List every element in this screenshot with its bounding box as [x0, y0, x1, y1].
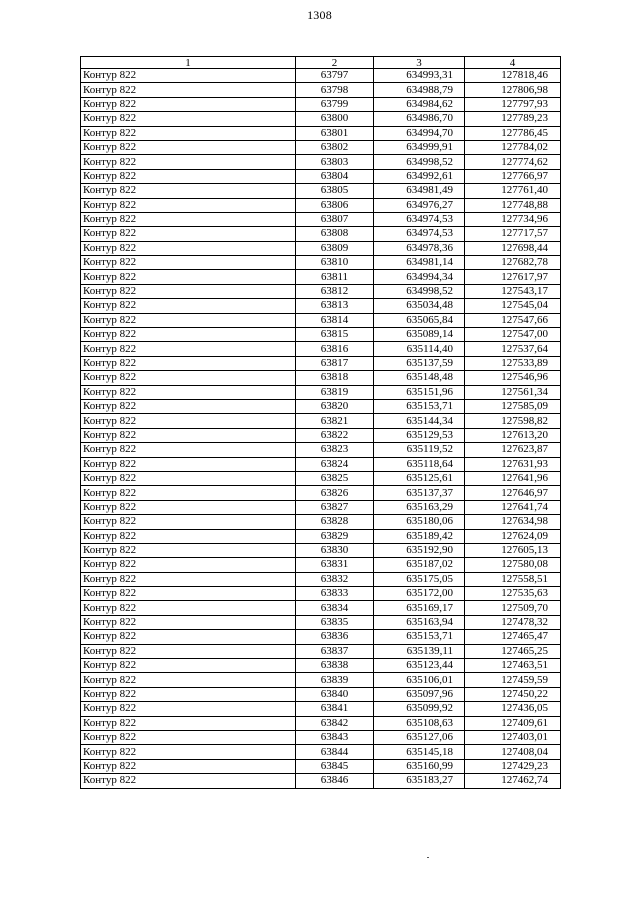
point-number-cell: 63806: [296, 198, 374, 212]
x-coordinate-cell: 635145,18: [374, 745, 465, 759]
y-coordinate-cell: 127748,88: [465, 198, 561, 212]
y-coordinate-cell: 127450,22: [465, 687, 561, 701]
x-coordinate-cell: 634984,62: [374, 97, 465, 111]
contour-name-cell: Контур 822: [81, 601, 296, 615]
table-row: [81, 140, 561, 154]
contour-name-cell: Контур 822: [81, 745, 296, 759]
point-number-cell: 63832: [296, 572, 374, 586]
table-row: [81, 443, 561, 457]
table-row: [81, 486, 561, 500]
x-coordinate-cell: 635065,84: [374, 313, 465, 327]
table-row: [81, 601, 561, 615]
y-coordinate-cell: 127547,66: [465, 313, 561, 327]
contour-name-cell: Контур 822: [81, 169, 296, 183]
contour-name-cell: Контур 822: [81, 500, 296, 514]
contour-name-cell: Контур 822: [81, 443, 296, 457]
x-coordinate-cell: 635129,53: [374, 428, 465, 442]
x-coordinate-cell: 635139,11: [374, 644, 465, 658]
point-number-cell: 63830: [296, 543, 374, 557]
point-number-cell: 63798: [296, 83, 374, 97]
contour-name-cell: Контур 822: [81, 457, 296, 471]
x-coordinate-cell: 634976,27: [374, 198, 465, 212]
contour-name-cell: Контур 822: [81, 313, 296, 327]
y-coordinate-cell: 127509,70: [465, 601, 561, 615]
x-coordinate-cell: 635151,96: [374, 385, 465, 399]
table-row: [81, 284, 561, 298]
x-coordinate-cell: 634986,70: [374, 112, 465, 126]
y-coordinate-cell: 127761,40: [465, 184, 561, 198]
y-coordinate-cell: 127547,00: [465, 328, 561, 342]
y-coordinate-cell: 127409,61: [465, 716, 561, 730]
y-coordinate-cell: 127605,13: [465, 543, 561, 557]
point-number-cell: 63812: [296, 284, 374, 298]
point-number-cell: 63826: [296, 486, 374, 500]
x-coordinate-cell: 635106,01: [374, 673, 465, 687]
table-row: [81, 399, 561, 413]
table-row: [81, 543, 561, 557]
x-coordinate-cell: 635108,63: [374, 716, 465, 730]
table-row: [81, 356, 561, 370]
point-number-cell: 63807: [296, 212, 374, 226]
x-coordinate-cell: 635160,99: [374, 759, 465, 773]
x-coordinate-cell: 634994,70: [374, 126, 465, 140]
y-coordinate-cell: 127613,20: [465, 428, 561, 442]
column-header-3: 3: [374, 57, 465, 69]
table-row: [81, 69, 561, 83]
contour-name-cell: Контур 822: [81, 227, 296, 241]
x-coordinate-cell: 635163,29: [374, 500, 465, 514]
table-row: [81, 112, 561, 126]
table-row: [81, 630, 561, 644]
y-coordinate-cell: 127537,64: [465, 342, 561, 356]
table-row: [81, 759, 561, 773]
contour-name-cell: Контур 822: [81, 673, 296, 687]
y-coordinate-cell: 127545,04: [465, 299, 561, 313]
x-coordinate-cell: 634994,34: [374, 270, 465, 284]
x-coordinate-cell: 635137,59: [374, 356, 465, 370]
table-row: [81, 328, 561, 342]
contour-name-cell: Контур 822: [81, 659, 296, 673]
point-number-cell: 63833: [296, 587, 374, 601]
contour-name-cell: Контур 822: [81, 730, 296, 744]
contour-name-cell: Контур 822: [81, 529, 296, 543]
x-coordinate-cell: 635114,40: [374, 342, 465, 356]
y-coordinate-cell: 127734,96: [465, 212, 561, 226]
contour-name-cell: Контур 822: [81, 486, 296, 500]
y-coordinate-cell: 127784,02: [465, 140, 561, 154]
y-coordinate-cell: 127789,23: [465, 112, 561, 126]
x-coordinate-cell: 635192,90: [374, 543, 465, 557]
scan-speck: [427, 857, 429, 858]
point-number-cell: 63811: [296, 270, 374, 284]
y-coordinate-cell: 127623,87: [465, 443, 561, 457]
table-row: [81, 385, 561, 399]
contour-name-cell: Контур 822: [81, 155, 296, 169]
point-number-cell: 63804: [296, 169, 374, 183]
contour-name-cell: Контур 822: [81, 112, 296, 126]
x-coordinate-cell: 635089,14: [374, 328, 465, 342]
x-coordinate-cell: 635099,92: [374, 702, 465, 716]
table-row: [81, 428, 561, 442]
point-number-cell: 63829: [296, 529, 374, 543]
contour-name-cell: Контур 822: [81, 471, 296, 485]
contour-name-cell: Контур 822: [81, 184, 296, 198]
contour-name-cell: Контур 822: [81, 140, 296, 154]
y-coordinate-cell: 127698,44: [465, 241, 561, 255]
table-row: [81, 414, 561, 428]
table-row: [81, 256, 561, 270]
contour-name-cell: Контур 822: [81, 644, 296, 658]
table-row: [81, 529, 561, 543]
contour-name-cell: Контур 822: [81, 399, 296, 413]
contour-name-cell: Контур 822: [81, 702, 296, 716]
point-number-cell: 63799: [296, 97, 374, 111]
x-coordinate-cell: 634978,36: [374, 241, 465, 255]
table-row: [81, 313, 561, 327]
table-row: [81, 673, 561, 687]
point-number-cell: 63813: [296, 299, 374, 313]
point-number-cell: 63839: [296, 673, 374, 687]
point-number-cell: 63844: [296, 745, 374, 759]
table-header-row: [81, 57, 561, 69]
point-number-cell: 63840: [296, 687, 374, 701]
point-number-cell: 63836: [296, 630, 374, 644]
y-coordinate-cell: 127598,82: [465, 414, 561, 428]
x-coordinate-cell: 635123,44: [374, 659, 465, 673]
y-coordinate-cell: 127818,46: [465, 69, 561, 83]
table-row: [81, 572, 561, 586]
point-number-cell: 63822: [296, 428, 374, 442]
contour-name-cell: Контур 822: [81, 126, 296, 140]
contour-name-cell: Контур 822: [81, 716, 296, 730]
x-coordinate-cell: 634992,61: [374, 169, 465, 183]
point-number-cell: 63797: [296, 69, 374, 83]
x-coordinate-cell: 635175,05: [374, 572, 465, 586]
point-number-cell: 63818: [296, 371, 374, 385]
contour-name-cell: Контур 822: [81, 572, 296, 586]
x-coordinate-cell: 635137,37: [374, 486, 465, 500]
point-number-cell: 63820: [296, 399, 374, 413]
contour-name-cell: Контур 822: [81, 256, 296, 270]
point-number-cell: 63816: [296, 342, 374, 356]
x-coordinate-cell: 635172,00: [374, 587, 465, 601]
y-coordinate-cell: 127766,97: [465, 169, 561, 183]
point-number-cell: 63805: [296, 184, 374, 198]
point-number-cell: 63841: [296, 702, 374, 716]
table-row: [81, 500, 561, 514]
contour-name-cell: Контур 822: [81, 198, 296, 212]
point-number-cell: 63815: [296, 328, 374, 342]
table-row: [81, 83, 561, 97]
y-coordinate-cell: 127634,98: [465, 515, 561, 529]
y-coordinate-cell: 127631,93: [465, 457, 561, 471]
x-coordinate-cell: 634981,14: [374, 256, 465, 270]
contour-name-cell: Контур 822: [81, 284, 296, 298]
point-number-cell: 63831: [296, 558, 374, 572]
x-coordinate-cell: 635144,34: [374, 414, 465, 428]
contour-name-cell: Контур 822: [81, 385, 296, 399]
contour-name-cell: Контур 822: [81, 774, 296, 788]
table-row: [81, 155, 561, 169]
y-coordinate-cell: 127429,23: [465, 759, 561, 773]
contour-name-cell: Контур 822: [81, 615, 296, 629]
contour-name-cell: Контур 822: [81, 630, 296, 644]
contour-name-cell: Контур 822: [81, 97, 296, 111]
column-header-1: 1: [81, 57, 296, 69]
x-coordinate-cell: 634981,49: [374, 184, 465, 198]
point-number-cell: 63802: [296, 140, 374, 154]
column-header-2: 2: [296, 57, 374, 69]
x-coordinate-cell: 634998,52: [374, 155, 465, 169]
table-row: [81, 659, 561, 673]
table-row: [81, 457, 561, 471]
point-number-cell: 63821: [296, 414, 374, 428]
x-coordinate-cell: 635153,71: [374, 630, 465, 644]
table-row: [81, 299, 561, 313]
point-number-cell: 63842: [296, 716, 374, 730]
contour-name-cell: Контур 822: [81, 558, 296, 572]
y-coordinate-cell: 127717,57: [465, 227, 561, 241]
y-coordinate-cell: 127408,04: [465, 745, 561, 759]
point-number-cell: 63838: [296, 659, 374, 673]
y-coordinate-cell: 127462,74: [465, 774, 561, 788]
contour-name-cell: Контур 822: [81, 543, 296, 557]
point-number-cell: 63800: [296, 112, 374, 126]
table-row: [81, 687, 561, 701]
coordinates-table: [80, 56, 561, 789]
y-coordinate-cell: 127617,97: [465, 270, 561, 284]
y-coordinate-cell: 127535,63: [465, 587, 561, 601]
y-coordinate-cell: 127641,96: [465, 471, 561, 485]
x-coordinate-cell: 635097,96: [374, 687, 465, 701]
point-number-cell: 63835: [296, 615, 374, 629]
table-row: [81, 716, 561, 730]
x-coordinate-cell: 635180,06: [374, 515, 465, 529]
table-row: [81, 471, 561, 485]
x-coordinate-cell: 635187,02: [374, 558, 465, 572]
contour-name-cell: Контур 822: [81, 69, 296, 83]
x-coordinate-cell: 634974,53: [374, 227, 465, 241]
y-coordinate-cell: 127797,93: [465, 97, 561, 111]
page-number: 1308: [307, 8, 332, 22]
contour-name-cell: Контур 822: [81, 356, 296, 370]
table-row: [81, 97, 561, 111]
contour-name-cell: Контур 822: [81, 428, 296, 442]
table-row: [81, 126, 561, 140]
x-coordinate-cell: 634974,53: [374, 212, 465, 226]
x-coordinate-cell: 635125,61: [374, 471, 465, 485]
point-number-cell: 63845: [296, 759, 374, 773]
x-coordinate-cell: 635183,27: [374, 774, 465, 788]
point-number-cell: 63843: [296, 730, 374, 744]
x-coordinate-cell: 634998,52: [374, 284, 465, 298]
x-coordinate-cell: 635148,48: [374, 371, 465, 385]
point-number-cell: 63810: [296, 256, 374, 270]
point-number-cell: 63817: [296, 356, 374, 370]
y-coordinate-cell: 127465,25: [465, 644, 561, 658]
x-coordinate-cell: 635153,71: [374, 399, 465, 413]
contour-name-cell: Контур 822: [81, 270, 296, 284]
point-number-cell: 63828: [296, 515, 374, 529]
table-row: [81, 270, 561, 284]
y-coordinate-cell: 127546,96: [465, 371, 561, 385]
y-coordinate-cell: 127774,62: [465, 155, 561, 169]
contour-name-cell: Контур 822: [81, 687, 296, 701]
contour-name-cell: Контур 822: [81, 328, 296, 342]
x-coordinate-cell: 635034,48: [374, 299, 465, 313]
point-number-cell: 63808: [296, 227, 374, 241]
table-row: [81, 587, 561, 601]
x-coordinate-cell: 635127,06: [374, 730, 465, 744]
point-number-cell: 63801: [296, 126, 374, 140]
table-row: [81, 371, 561, 385]
y-coordinate-cell: 127543,17: [465, 284, 561, 298]
y-coordinate-cell: 127786,45: [465, 126, 561, 140]
y-coordinate-cell: 127403,01: [465, 730, 561, 744]
x-coordinate-cell: 634993,31: [374, 69, 465, 83]
x-coordinate-cell: 635163,94: [374, 615, 465, 629]
contour-name-cell: Контур 822: [81, 414, 296, 428]
x-coordinate-cell: 635118,64: [374, 457, 465, 471]
point-number-cell: 63825: [296, 471, 374, 485]
column-header-4: 4: [465, 57, 561, 69]
contour-name-cell: Контур 822: [81, 587, 296, 601]
point-number-cell: 63819: [296, 385, 374, 399]
y-coordinate-cell: 127561,34: [465, 385, 561, 399]
coordinates-table-container: [80, 56, 561, 789]
contour-name-cell: Контур 822: [81, 212, 296, 226]
point-number-cell: 63824: [296, 457, 374, 471]
table-row: [81, 730, 561, 744]
table-row: [81, 615, 561, 629]
contour-name-cell: Контур 822: [81, 759, 296, 773]
point-number-cell: 63834: [296, 601, 374, 615]
point-number-cell: 63814: [296, 313, 374, 327]
point-number-cell: 63827: [296, 500, 374, 514]
point-number-cell: 63803: [296, 155, 374, 169]
contour-name-cell: Контур 822: [81, 342, 296, 356]
y-coordinate-cell: 127806,98: [465, 83, 561, 97]
y-coordinate-cell: 127436,05: [465, 702, 561, 716]
table-row: [81, 212, 561, 226]
contour-name-cell: Контур 822: [81, 299, 296, 313]
y-coordinate-cell: 127465,47: [465, 630, 561, 644]
x-coordinate-cell: 635169,17: [374, 601, 465, 615]
table-row: [81, 169, 561, 183]
y-coordinate-cell: 127463,51: [465, 659, 561, 673]
table-row: [81, 702, 561, 716]
table-row: [81, 342, 561, 356]
y-coordinate-cell: 127478,32: [465, 615, 561, 629]
y-coordinate-cell: 127459,59: [465, 673, 561, 687]
y-coordinate-cell: 127624,09: [465, 529, 561, 543]
x-coordinate-cell: 635189,42: [374, 529, 465, 543]
x-coordinate-cell: 634988,79: [374, 83, 465, 97]
point-number-cell: 63846: [296, 774, 374, 788]
x-coordinate-cell: 635119,52: [374, 443, 465, 457]
x-coordinate-cell: 634999,91: [374, 140, 465, 154]
table-row: [81, 184, 561, 198]
table-row: [81, 644, 561, 658]
contour-name-cell: Контур 822: [81, 515, 296, 529]
table-row: [81, 515, 561, 529]
point-number-cell: 63837: [296, 644, 374, 658]
y-coordinate-cell: 127533,89: [465, 356, 561, 370]
point-number-cell: 63823: [296, 443, 374, 457]
y-coordinate-cell: 127641,74: [465, 500, 561, 514]
table-row: [81, 198, 561, 212]
table-row: [81, 558, 561, 572]
y-coordinate-cell: 127646,97: [465, 486, 561, 500]
table-body: [81, 69, 561, 789]
table-row: [81, 774, 561, 788]
contour-name-cell: Контур 822: [81, 83, 296, 97]
y-coordinate-cell: 127585,09: [465, 399, 561, 413]
y-coordinate-cell: 127682,78: [465, 256, 561, 270]
contour-name-cell: Контур 822: [81, 241, 296, 255]
y-coordinate-cell: 127558,51: [465, 572, 561, 586]
contour-name-cell: Контур 822: [81, 371, 296, 385]
table-row: [81, 745, 561, 759]
point-number-cell: 63809: [296, 241, 374, 255]
table-row: [81, 227, 561, 241]
y-coordinate-cell: 127580,08: [465, 558, 561, 572]
table-row: [81, 241, 561, 255]
